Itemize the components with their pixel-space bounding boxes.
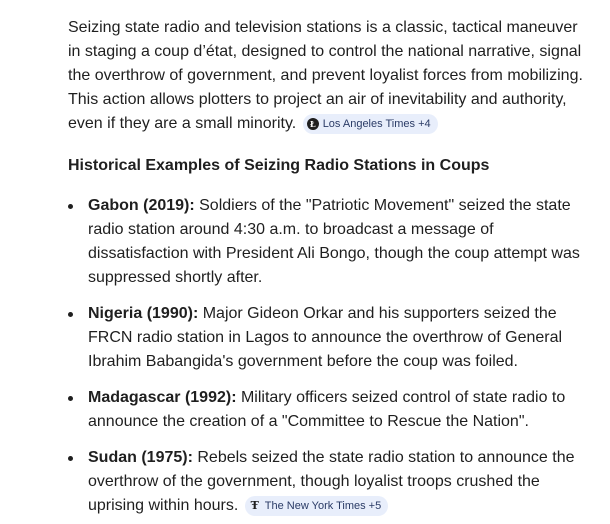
example-title: Sudan (1975):	[88, 449, 193, 466]
list-item	[68, 446, 590, 518]
nytimes-logo-icon: Ŧ	[250, 499, 259, 512]
bullet-icon	[68, 396, 73, 401]
example-title: Nigeria (1990):	[88, 305, 199, 322]
bullet-icon	[68, 456, 73, 461]
intro-paragraph	[68, 16, 590, 136]
bullet-icon	[68, 204, 73, 209]
section-heading: Historical Examples of Seizing Radio Stations in Coups	[68, 157, 490, 174]
example-text: Soldiers of the "Patriotic Movement" seized the state radio station around 4:30 a.m. to broadcast a message of dissatisfaction with President Ali Bongo, though the coup attempt was suppressed shortly after.	[88, 197, 580, 286]
list-item	[68, 302, 590, 374]
example-text: Major Gideon Orkar and his supporters seized the FRCN radio station in Lagos to announce the overthrow of General Ibrahim Babangida's government before the coup was foiled.	[88, 305, 563, 370]
examples-list	[68, 194, 590, 518]
source-chip-latimes[interactable]	[303, 114, 438, 134]
source-chip-label: Los Angeles Times +4	[322, 118, 431, 130]
example-text: Rebels seized the state radio station to announce the overthrow of the government, though loyalist troops crushed the uprising within hours.	[88, 449, 575, 514]
example-title: Gabon (2019):	[88, 197, 195, 214]
source-chip-label: The New York Times +5	[264, 500, 382, 512]
example-text: Military officers seized control of state radio to announce the creation of a "Committee to Rescue the Nation".	[88, 389, 566, 430]
list-item	[68, 194, 590, 290]
bullet-icon	[68, 312, 73, 317]
latimes-logo-icon: Ł	[307, 118, 319, 130]
example-title: Madagascar (1992):	[88, 389, 237, 406]
source-chip-nytimes[interactable]	[245, 496, 388, 516]
list-item	[68, 386, 590, 434]
intro-text: Seizing state radio and television stations is a classic, tactical maneuver in staging a coup d’état, designed to control the national narrative, signal the overthrow of government, and prevent loyalist forces from mobilizing. This action allows plotters to project an air of inevitability and authority, even if they are a small minority.	[68, 19, 583, 132]
